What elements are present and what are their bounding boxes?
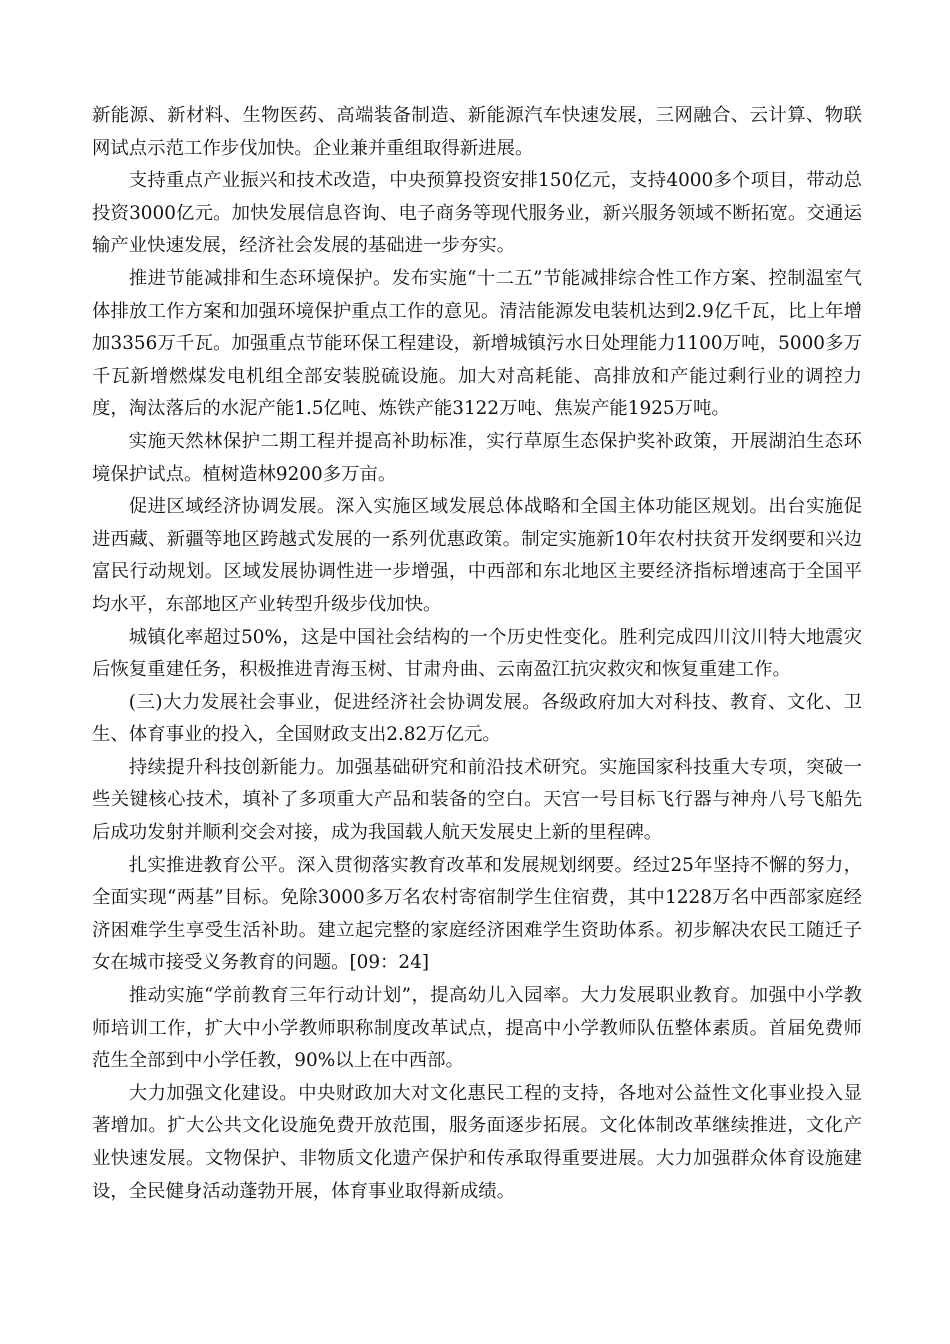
paragraph-education-equity: 扎实推进教育公平。深入贯彻落实教育改革和发展规划纲要。经过25年坚持不懈的努力，全面实现“两基”目标。免除3000多万名农村寄宿制学生住宿费，其中1228万名中西部家庭经济困难学生享受生活补助。建立起完整的家庭经济困难学生资助体系。初步解决农民工随迁子女在城市接受义务教育的问题。[09：24] bbox=[92, 854, 862, 974]
document-page bbox=[92, 100, 862, 1208]
paragraph-preschool-education: 推动实施“学前教育三年行动计划”，提高幼儿入园率。大力发展职业教育。加强中小学教师培训工作，扩大中小学教师职称制度改革试点，提高中小学教师队伍整体素质。首届免费师范生全部到中小学任教，90%以上在中西部。 bbox=[92, 985, 862, 1072]
paragraph-energy-saving: 推进节能减排和生态环境保护。发布实施“十二五”节能减排综合性工作方案、控制温室气体排放工作方案和加强环境保护重点工作的意见。清洁能源发电装机达到2.9亿千瓦，比上年增加3356万千瓦。加强重点节能环保工程建设，新增城镇污水日处理能力1100万吨，5000多万千瓦新增燃煤发电机组全部安装脱硫设施。加大对高耗能、高排放和产能过剩行业的调控力度，淘汰落后的水泥产能1.5亿吨、炼铁产能3122万吨、焦炭产能1925万吨。 bbox=[92, 267, 862, 420]
paragraph-social-undertakings: (三)大力发展社会事业，促进经济社会协调发展。各级政府加大对科技、教育、文化、卫生、体育事业的投入，全国财政支出2.82万亿元。 bbox=[92, 691, 862, 746]
paragraph-culture: 大力加强文化建设。中央财政加大对文化惠民工程的支持，各地对公益性文化事业投入显著增加。扩大公共文化设施免费开放范围，服务面逐步拓展。文化体制改革继续推进，文化产业快速发展。文物保护、非物质文化遗产保护和传承取得重要进展。大力加强群众体育设施建设，全民健身活动蓬勃开展，体育事业取得新成绩。 bbox=[92, 1082, 862, 1202]
paragraph-regional-development: 促进区域经济协调发展。深入实施区域发展总体战略和全国主体功能区规划。出台实施促进西藏、新疆等地区跨越式发展的一系列优惠政策。制定实施新10年农村扶贫开发纲要和兴边富民行动规划。区域发展协调性进一步增强，中西部和东北地区主要经济指标增速高于全国平均水平，东部地区产业转型升级步伐加快。 bbox=[92, 496, 862, 615]
paragraph-forest-protection: 实施天然林保护二期工程并提高补助标准，实行草原生态保护奖补政策，开展湖泊生态环境保护试点。植树造林9200多万亩。 bbox=[92, 430, 862, 485]
paragraph-urbanization: 城镇化率超过50%，这是中国社会结构的一个历史性变化。胜利完成四川汶川特大地震灾后恢复重建任务，积极推进青海玉树、甘肃舟曲、云南盈江抗灾救灾和恢复重建工作。 bbox=[92, 626, 862, 681]
paragraph-industrial-revitalization: 支持重点产业振兴和技术改造，中央预算投资安排150亿元，支持4000多个项目，带动总投资3000亿元。加快发展信息咨询、电子商务等现代服务业，新兴服务领域不断拓宽。交通运输产业快速发展，经济社会发展的基础进一步夯实。 bbox=[92, 170, 862, 257]
paragraph-new-industries: 新能源、新材料、生物医药、高端装备制造、新能源汽车快速发展，三网融合、云计算、物联网试点示范工作步伐加快。企业兼并重组取得新进展。 bbox=[92, 105, 862, 159]
paragraph-science-innovation: 持续提升科技创新能力。加强基础研究和前沿技术研究。实施国家科技重大专项，突破一些关键核心技术，填补了多项重大产品和装备的空白。天宫一号目标飞行器与神舟八号飞船先后成功发射并顺利交会对接，成为我国载人航天发展史上新的里程碑。 bbox=[92, 756, 862, 844]
